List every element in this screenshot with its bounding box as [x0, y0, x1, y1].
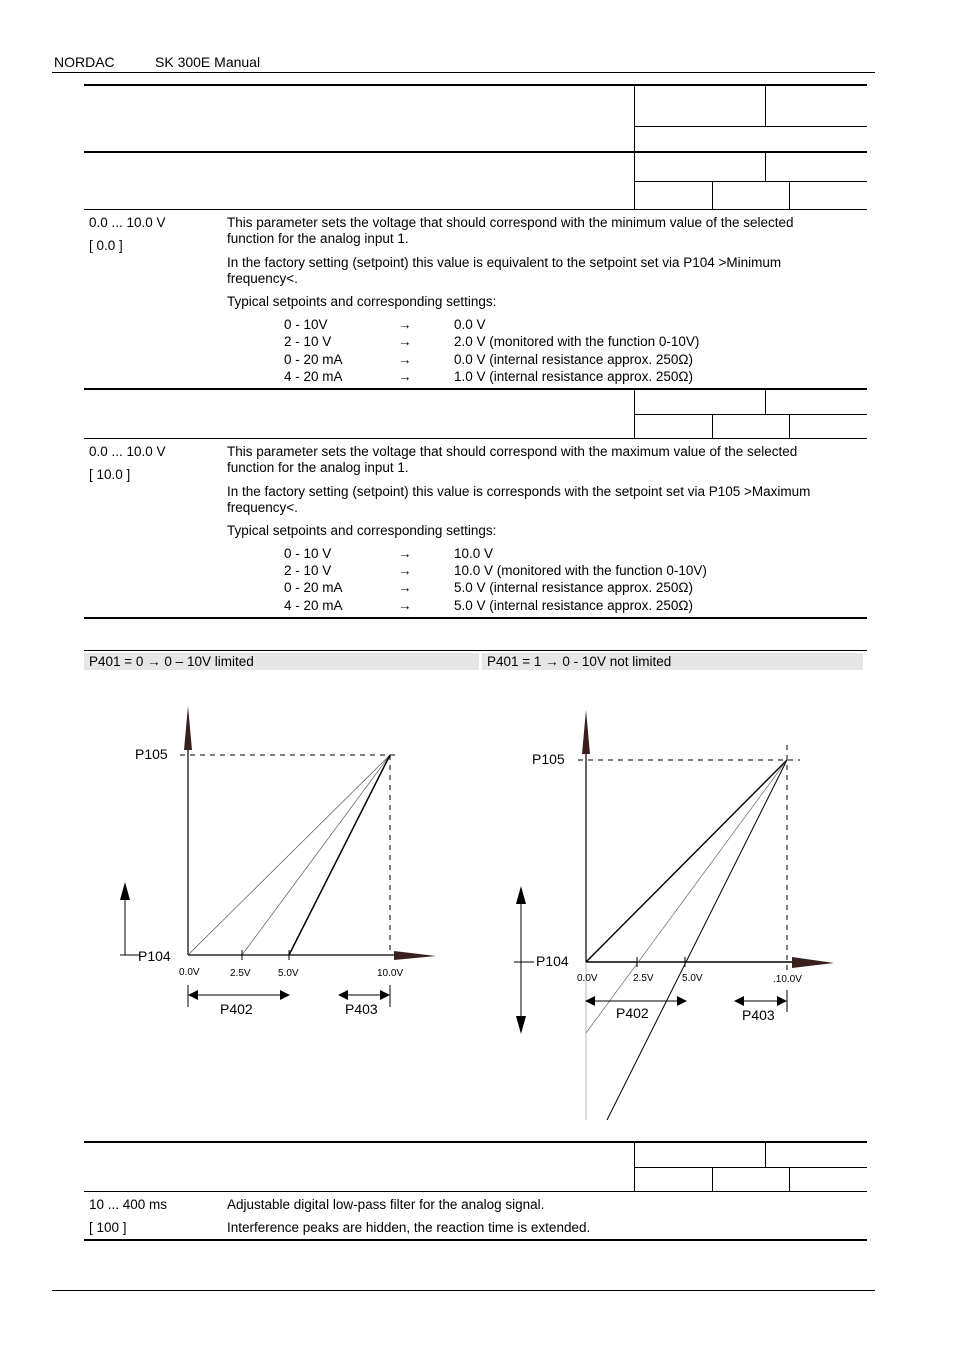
header-brand: NORDAC: [54, 54, 115, 70]
param1-row3-value: 1.0 V (internal resistance approx. 250Ω): [454, 369, 693, 384]
param2-row2-arrow: →: [398, 580, 412, 595]
param1-row1-value: 2.0 V (monitored with the function 0-10V): [454, 334, 700, 349]
right-line-0v: [586, 760, 787, 962]
diagram-right-title: P401 = 1 → 0 - 10V not limited: [482, 653, 863, 670]
block1-top-rule: [84, 84, 867, 86]
header-manual-title: SK 300E Manual: [155, 54, 261, 70]
left-p105-label: P105: [135, 746, 168, 762]
param2-range: 0.0 ... 10.0 V: [89, 444, 166, 459]
param1-desc-line2: function for the analog input 1.: [227, 231, 409, 246]
left-tick-2: 5.0V: [278, 968, 299, 979]
param1-desc2-line1: In the factory setting (setpoint) this value is equivalent to the setpoint set via P104 >Minimum: [227, 255, 782, 270]
diagram-right: [500, 700, 850, 1130]
param3-desc-line1: Adjustable digital low-pass filter for the analog signal.: [227, 1197, 545, 1212]
param1-default: [ 0.0 ]: [89, 238, 123, 253]
param2-row0-value: 10.0 V: [454, 546, 494, 561]
left-line-0v: [188, 755, 390, 955]
param2-row1-signal: 2 - 10 V: [284, 563, 332, 578]
param2-desc2-line2: frequency<.: [227, 500, 298, 515]
left-p104-label: P104: [138, 948, 171, 964]
param2-row0-signal: 0 - 10 V: [284, 546, 332, 561]
left-p403-label: P403: [345, 1001, 378, 1017]
param2-desc-line2: function for the analog input 1.: [227, 460, 409, 475]
param2-row2-value: 5.0 V (internal resistance approx. 250Ω): [454, 580, 693, 595]
param2-row0-arrow: →: [398, 546, 412, 561]
param1-desc2-line2: frequency<.: [227, 271, 298, 286]
left-x-arrow: [394, 951, 436, 960]
diagram-left-title: P401 = 0 → 0 – 10V limited: [84, 653, 479, 670]
left-y-arrow: [184, 706, 192, 750]
param1-range: 0.0 ... 10.0 V: [89, 215, 166, 230]
left-tick-1: 2.5V: [230, 968, 251, 979]
header-rule: [52, 72, 875, 73]
param1-row3-signal: 4 - 20 mA: [284, 369, 343, 384]
param2-row3-value: 5.0 V (internal resistance approx. 250Ω): [454, 598, 693, 613]
param1-row0-arrow: →: [398, 317, 412, 332]
param3-default: [ 100 ]: [89, 1220, 127, 1235]
left-tick-0: 0.0V: [179, 967, 200, 978]
param2-row1-arrow: →: [398, 563, 412, 578]
block1-sub-rule: [84, 151, 867, 153]
right-line-2-5v: [586, 760, 787, 1033]
param2-row3-signal: 4 - 20 mA: [284, 598, 343, 613]
param3-desc-line2: Interference peaks are hidden, the reaction time is extended.: [227, 1220, 591, 1235]
param1-row2-arrow: →: [398, 352, 412, 367]
right-p402-label: P402: [616, 1005, 649, 1021]
footer-rule: [52, 1290, 875, 1291]
diagram-left: [100, 700, 460, 1030]
param2-row1-value: 10.0 V (monitored with the function 0-10V): [454, 563, 707, 578]
param2-row2-signal: 0 - 20 mA: [284, 580, 343, 595]
right-tick-1: 2.5V: [633, 973, 654, 984]
right-p105-label: P105: [532, 751, 565, 767]
param1-row0-value: 0.0 V: [454, 317, 486, 332]
param1-row2-value: 0.0 V (internal resistance approx. 250Ω): [454, 352, 693, 367]
right-x-arrow: [792, 957, 834, 968]
right-tick-2: 5.0V: [682, 973, 703, 984]
param1-row0-signal: 0 - 10V: [284, 317, 328, 332]
right-y-arrow: [582, 710, 590, 754]
block2-top-rule: [84, 388, 867, 390]
left-line-2-5v: [242, 755, 390, 955]
param2-typical-heading: Typical setpoints and corresponding settings:: [227, 523, 497, 538]
param1-row1-signal: 2 - 10 V: [284, 334, 332, 349]
param2-row3-arrow: →: [398, 598, 412, 613]
right-line-5v: [607, 760, 787, 1120]
right-p104-label: P104: [536, 953, 569, 969]
block3-top-rule: [84, 1141, 867, 1143]
left-p402-label: P402: [220, 1001, 253, 1017]
param2-default: [ 10.0 ]: [89, 467, 131, 482]
param1-desc-line1: This parameter sets the voltage that should correspond with the minimum value of the selected: [227, 215, 794, 230]
param1-row2-signal: 0 - 20 mA: [284, 352, 343, 367]
right-tick-3: .10.0V: [773, 974, 802, 985]
param3-range: 10 ... 400 ms: [89, 1197, 168, 1212]
right-p403-label: P403: [742, 1007, 775, 1023]
right-tick-0: 0.0V: [577, 973, 598, 984]
param1-row1-arrow: →: [398, 334, 412, 349]
param1-typical-heading: Typical setpoints and corresponding settings:: [227, 294, 497, 309]
left-tick-3: 10.0V: [377, 968, 404, 979]
left-line-5v: [289, 755, 390, 955]
param2-desc2-line1: In the factory setting (setpoint) this value is corresponds with the setpoint set via P105 >Maximum: [227, 484, 811, 499]
param2-desc-line1: This parameter sets the voltage that should correspond with the maximum value of the selected: [227, 444, 798, 459]
param1-row3-arrow: →: [398, 369, 412, 384]
